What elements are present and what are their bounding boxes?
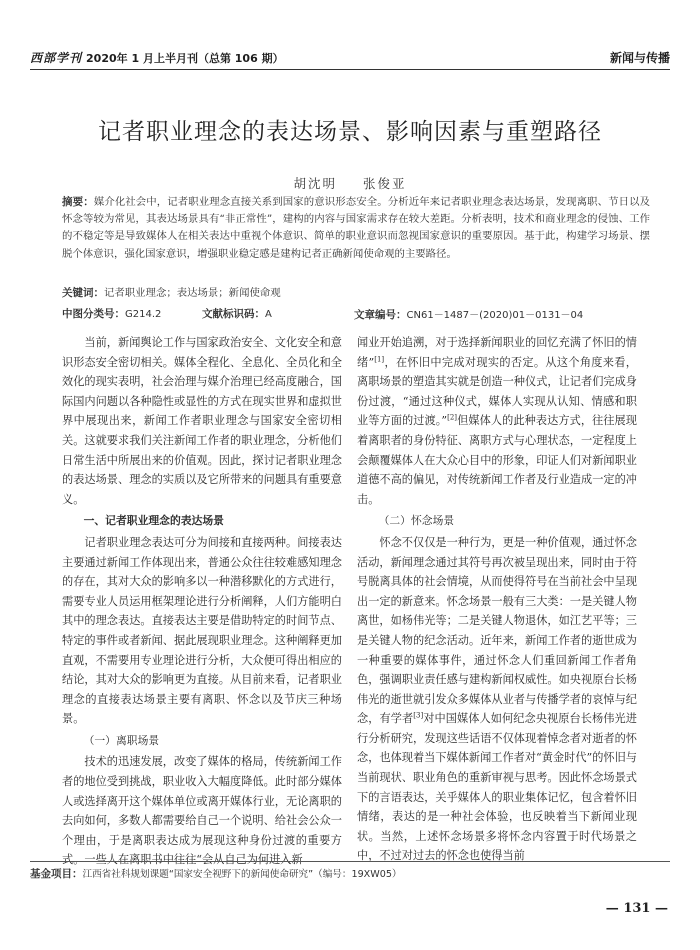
article-number <box>354 306 650 322</box>
funding-footnote <box>30 866 402 881</box>
doc-label: 文献标识码： <box>202 308 265 320</box>
abstract-label: 摘要： <box>62 196 94 208</box>
citation-ref: [2] <box>447 413 458 422</box>
document-code <box>202 306 354 322</box>
subsection-heading: （一）离职场景 <box>83 733 160 747</box>
abstract <box>62 194 650 263</box>
body-paragraph: 记者职业理念表达可分为间接和直接两种。间接表达主要通过新闻工作体现出来，普通公众往往较难感知理念的存在，其对大众的影响多以一种潜移默化的方式进行，需要专业人员运用框架理论进行分析阐释，人们方能明白其中的理念表达。直接表达主要是借助特定的时间节点、特定的事件或者新闻、据此展现职业理念。这种阐释更加直观，不需要用专业理论进行分析，大众便可得出相应的结论，其对大众的影响更为直接。从目前来看，记者职业理念的直接表达场景主要有离职、怀念以及节庆三种场景。 <box>62 535 342 726</box>
journal-logo: 西部学刊 <box>30 51 83 65</box>
doc-value: A <box>265 309 272 320</box>
clc-label: 中图分类号： <box>62 308 125 320</box>
body-paragraph <box>357 533 637 866</box>
section-name: 新闻与传播 <box>609 51 670 65</box>
citation-ref: [3] <box>413 711 424 720</box>
body-column-right <box>357 333 637 866</box>
body-paragraph: 当前，新闻舆论工作与国家政治安全、文化安全和意识形态安全密切相关。媒体全程化、全息化、全员化和全效化的现实表明，社会治理与媒介治理已经高度融合，国际国内问题以各种隐性或显性的方式在现实世界和虚拟世界中展现出来，新闻工作者职业理念与国家安全密切相关。这就要求我们关注新闻工作者的职业理念，分析他们日常生活中所展出来的价值观。因此，探讨记者职业理念的表达场景、理念的实质以及它所带来的问题具有重要意义。 <box>62 336 342 506</box>
footnote-divider <box>30 861 670 862</box>
issue-info: 2020年 1 月上半月刊（总第 106 期） <box>86 52 284 65</box>
author-name: 胡沈明 <box>293 176 337 191</box>
article-value: CN61－1487－(2020)01－0131－04 <box>406 310 584 321</box>
article-label: 文章编号： <box>354 309 407 321</box>
section-heading: 一、记者职业理念的表达场景 <box>83 514 224 528</box>
text-run: 对中国媒体人如何纪念央视原台长杨伟光进行分析研究，发现这些话语不仅体现着悼念者对逝者的怀念，也体现着当下媒体新闻工作者对“黄金时代”的怀旧与当前现状、职业角色的重新审视与思考。因此怀念场景式下的言语表达，关乎媒体人的职业集体记忆，包含着怀旧情绪，表达的是一种社会体验，也反映着当下新闻业现状。当然，上述怀念场景多将怀念内容置于时代场景之中，不过对过去的怀念也使得当前 <box>357 712 637 863</box>
article-title: 记者职业理念的表达场景、影响因素与重塑路径 <box>98 119 602 145</box>
running-header <box>30 44 670 70</box>
clc-value: G214.2 <box>125 309 162 320</box>
body-paragraph: 技术的迅速发展，改变了媒体的格局，传统新闻工作者的地位受到挑战，职业收入大幅度降低。此时部分媒体人或选择离开这个媒体单位或离开媒体行业，无论离职的去向如何，多数人都需要给自己一个说明、给社会公众一个理由，于是离职表达成为展现这种身份过渡的重要方式。一些人在离职书中往往“会从自己为何进入新 <box>62 755 342 867</box>
header-left <box>30 49 284 66</box>
subsection-heading: （二）怀念场景 <box>378 514 455 528</box>
abstract-text: 媒介化社会中，记者职业理念直接关系到国家的意识形态安全。分析近年来记者职业理念表达场景，发现离职、节日以及怀念等较为常见，其表达场景具有“非正常性”，建构的内容与国家需求存在较大差距。分析表明，技术和商业理念的侵蚀、工作的不稳定等是导致媒体人在相关表达中重视个体意识、简单的职业意识而忽视国家意识的重要原因。基于此，构建学习场景、摆脱个体意识，强化国家意识，增强职业稳定感是建构记者正确新闻使命观的主要路径。 <box>62 196 651 260</box>
text-run: ，在怀旧中完成对现实的否定。从这个角度来看，离职场景的塑造其实就是创造一种仪式，让记者们完成身份过渡，“通过这种仪式，媒体人实现从认知、情感和职业等方面的过渡。” <box>357 355 637 428</box>
author-list <box>0 174 700 192</box>
classification-row <box>62 306 650 322</box>
text-run: 闻业开始追溯，对于选择新闻职业的回忆充满了怀旧的情绪” <box>357 336 637 369</box>
body-column-left <box>62 333 342 870</box>
clc-number <box>62 306 202 322</box>
text-run: 但媒体人的此种表达方式，往往展现着离职者的身份特征、离职方式与心理状态，一定程度上会颠覆媒体人在大众心目中的形象，印证人们对新闻职业道德不高的偏见，对传统新闻工作者及行业造成一定的冲击。 <box>357 414 637 506</box>
keywords <box>62 284 650 300</box>
footnote-text: 江西省社科规划课题“国家安全视野下的新闻使命研究”（编号：19XW05） <box>82 869 402 880</box>
author-name: 张俊亚 <box>362 176 407 191</box>
footnote-label: 基金项目： <box>30 868 83 880</box>
page-number: — 131 — <box>605 901 668 916</box>
keywords-label: 关键词： <box>62 287 104 299</box>
citation-ref: [1] <box>374 354 385 363</box>
keywords-text: 记者职业理念；表达场景；新闻使命观 <box>104 287 281 299</box>
body-paragraph <box>357 333 637 509</box>
text-run: 怀念不仅仅是一种行为，更是一种价值观，通过怀念活动，新闻理念通过其符号再次被呈现出来，同时由于符号脱离具体的社会情境，从而使得符号在当前社会中呈现出一定的新意来。怀念场景一般有三大类：一是关键人物离世，如杨伟光等；二是关键人物退休，如江艺平等；三是关键人物的纪念活动。近年来，新闻工作者的逝世成为一种重要的媒体事件，通过怀念人们重回新闻工作者角色，强调职业责任感与建构新闻权威性。如央视原台长杨伟光的逝世就引发众多媒体从业者与传播学者的哀悼与纪念，有学者 <box>357 535 637 726</box>
